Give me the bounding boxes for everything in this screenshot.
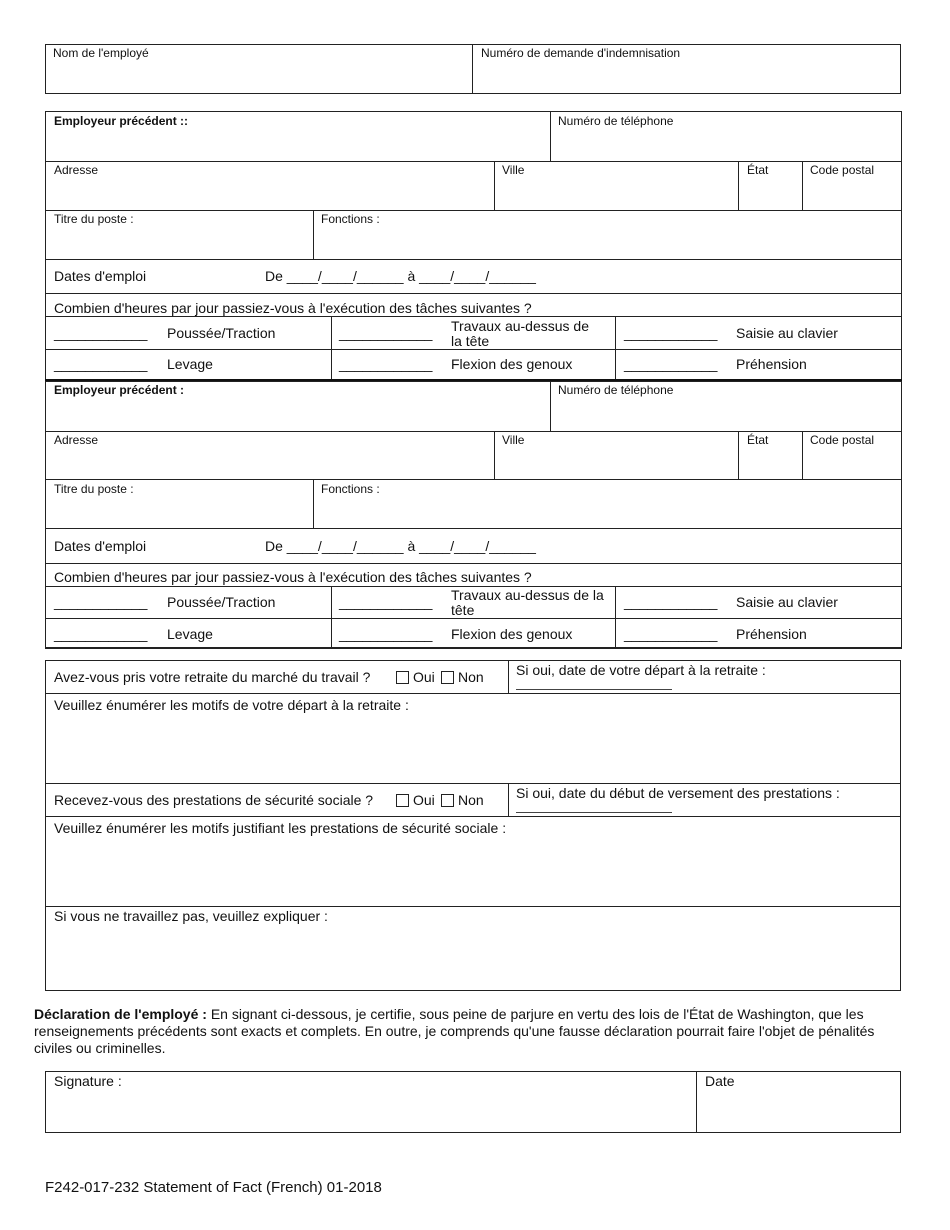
employer2-row-line xyxy=(45,431,902,432)
not-working-row-line xyxy=(45,906,901,907)
employer2-address-field[interactable] xyxy=(46,448,493,478)
employer1-duties-label: Fonctions : xyxy=(321,212,380,226)
employer2-job-title-field[interactable] xyxy=(46,497,312,527)
employer1-lifting-hours[interactable]: ____________ xyxy=(54,356,148,372)
social-security-yes-label: Oui xyxy=(413,792,435,808)
employer2-dates-field[interactable]: De ____/____/______ à ____/____/______ xyxy=(265,538,536,554)
employer1-kneeling-hours[interactable]: ____________ xyxy=(339,356,433,372)
social-security-date-field[interactable] xyxy=(516,801,672,813)
social-security-question-text: Recevez-vous des prestations de sécurité sociale ? xyxy=(54,792,374,808)
employer2-duties-label: Fonctions : xyxy=(321,482,380,496)
retirement-date-label: Si oui, date de votre départ à la retraite : xyxy=(516,662,766,678)
employer1-keyboard-hours[interactable]: ____________ xyxy=(624,325,718,341)
retirement-no-checkbox[interactable] xyxy=(441,671,454,684)
retirement-row-line xyxy=(45,693,901,694)
claim-number-field[interactable] xyxy=(473,62,900,93)
employer2-duties-field[interactable] xyxy=(314,497,901,527)
employer2-row-line xyxy=(45,563,902,564)
declaration-title: Déclaration de l'employé : xyxy=(34,1006,207,1022)
employer2-keyboard-label: Saisie au clavier xyxy=(736,594,838,610)
employer1-push-pull-label: Poussée/Traction xyxy=(167,325,276,341)
retirement-reasons-label: Veuillez énumérer les motifs de votre départ à la retraite : xyxy=(54,697,409,713)
retirement-no-option[interactable] xyxy=(441,669,484,685)
employer1-hours-question: Combien d'heures par jour passiez-vous à l'exécution des tâches suivantes ? xyxy=(54,300,532,316)
employer2-zip-label: Code postal xyxy=(810,433,875,447)
employer2-lifting-label: Levage xyxy=(167,626,213,642)
employer1-zip-field[interactable] xyxy=(803,178,901,209)
employer2-lifting-hours[interactable]: ____________ xyxy=(54,626,148,642)
retirement-reasons-field[interactable] xyxy=(46,714,900,782)
not-working-field[interactable] xyxy=(46,925,900,989)
employer1-duties-field[interactable] xyxy=(314,228,901,258)
social-security-row-line xyxy=(45,783,901,784)
employer2-push-pull-hours[interactable]: ____________ xyxy=(54,594,148,610)
employer2-push-pull-label: Poussée/Traction xyxy=(167,594,276,610)
employer1-overhead-hours[interactable]: ____________ xyxy=(339,325,433,341)
employer1-job-title-label: Titre du poste : xyxy=(54,212,134,226)
signature-label: Signature : xyxy=(54,1073,122,1089)
employer2-overhead-label-b: tête xyxy=(451,602,475,618)
employer1-push-pull-hours[interactable]: ____________ xyxy=(54,325,148,341)
retirement-yes-option[interactable] xyxy=(396,669,435,685)
employer1-dates-field[interactable]: De ____/____/______ à ____/____/______ xyxy=(265,268,536,284)
employer1-address-field[interactable] xyxy=(46,178,493,209)
employer1-state-field[interactable] xyxy=(739,178,801,209)
employer1-overhead-label-a: Travaux au-dessus de xyxy=(451,318,589,334)
employer2-phone-field[interactable] xyxy=(551,399,901,430)
social-security-no-checkbox[interactable] xyxy=(441,794,454,807)
retirement-yes-label: Oui xyxy=(413,669,435,685)
employer2-zip-field[interactable] xyxy=(803,448,901,478)
social-security-yes-checkbox[interactable] xyxy=(396,794,409,807)
employer1-row-line xyxy=(45,210,902,211)
employer2-city-field[interactable] xyxy=(495,448,737,478)
employer2-overhead-label-a: Travaux au-dessus de la xyxy=(451,587,604,603)
employer1-task-divider xyxy=(331,316,332,380)
employer1-grasping-label: Préhension xyxy=(736,356,807,372)
signature-field[interactable] xyxy=(46,1090,695,1132)
declaration-paragraph xyxy=(34,1006,904,1057)
employer1-city-field[interactable] xyxy=(495,178,737,209)
employer2-row-line xyxy=(45,479,902,480)
employer1-title: Employeur précédent :: xyxy=(54,114,189,128)
employer1-lifting-label: Levage xyxy=(167,356,213,372)
employer1-phone-label: Numéro de téléphone xyxy=(558,114,674,128)
employer2-state-label: État xyxy=(747,433,769,447)
social-security-yes-option[interactable] xyxy=(396,792,435,808)
employee-name-field[interactable] xyxy=(46,62,471,93)
employer1-overhead-label-b: la tête xyxy=(451,333,490,349)
employer2-dates-label: Dates d'emploi xyxy=(54,538,147,554)
social-security-no-label: Non xyxy=(458,792,484,808)
signature-date-label: Date xyxy=(705,1073,735,1089)
employer1-task-divider xyxy=(615,316,616,380)
retirement-date-divider xyxy=(508,660,509,693)
employer2-grasping-hours[interactable]: ____________ xyxy=(624,626,718,642)
employer2-title: Employeur précédent : xyxy=(54,383,185,397)
social-security-reasons-field[interactable] xyxy=(46,837,900,905)
retirement-no-label: Non xyxy=(458,669,484,685)
signature-date-field[interactable] xyxy=(697,1090,900,1132)
employer2-keyboard-hours[interactable]: ____________ xyxy=(624,594,718,610)
form-footer: F242-017-232 Statement of Fact (French) 01-2018 xyxy=(45,1179,382,1196)
employer1-row-line xyxy=(45,161,902,162)
employee-name-label: Nom de l'employé xyxy=(53,46,149,60)
employer2-state-field[interactable] xyxy=(739,448,801,478)
employer2-kneeling-hours[interactable]: ____________ xyxy=(339,626,433,642)
employer2-job-title-label: Titre du poste : xyxy=(54,482,134,496)
social-security-question xyxy=(54,792,373,808)
employer2-name-field[interactable] xyxy=(46,399,549,430)
employer1-state-label: État xyxy=(747,163,769,177)
social-security-row-line xyxy=(45,816,901,817)
employer2-address-label: Adresse xyxy=(54,433,99,447)
employer1-phone-field[interactable] xyxy=(551,130,901,160)
employer1-zip-label: Code postal xyxy=(810,163,875,177)
retirement-date-field[interactable] xyxy=(516,678,672,690)
social-security-date-label: Si oui, date du début de versement des prestations : xyxy=(516,785,840,801)
employer1-address-label: Adresse xyxy=(54,163,99,177)
employer1-name-field[interactable] xyxy=(46,130,549,160)
employer2-kneeling-label: Flexion des genoux xyxy=(451,626,573,642)
social-security-date-divider xyxy=(508,783,509,816)
employer1-row-line xyxy=(45,316,902,317)
employer1-dates-label: Dates d'emploi xyxy=(54,268,147,284)
retirement-yes-checkbox[interactable] xyxy=(396,671,409,684)
employer1-keyboard-label: Saisie au clavier xyxy=(736,325,838,341)
employer1-city-label: Ville xyxy=(502,163,525,177)
retirement-question-text: Avez-vous pris votre retraite du marché du travail ? xyxy=(54,669,371,685)
employer1-job-title-field[interactable] xyxy=(46,228,312,258)
employer1-grasping-hours[interactable]: ____________ xyxy=(624,356,718,372)
employer2-city-label: Ville xyxy=(502,433,525,447)
employer1-row-line xyxy=(45,259,902,260)
employer2-phone-label: Numéro de téléphone xyxy=(558,383,674,397)
claim-number-label: Numéro de demande d'indemnisation xyxy=(481,46,681,60)
social-security-reasons-label: Veuillez énumérer les motifs justifiant les prestations de sécurité sociale : xyxy=(54,820,507,836)
employer1-row-line xyxy=(45,349,902,350)
not-working-label: Si vous ne travaillez pas, veuillez expliquer : xyxy=(54,908,328,924)
employer1-row-line xyxy=(45,293,902,294)
retirement-question xyxy=(54,669,370,685)
employer1-kneeling-label: Flexion des genoux xyxy=(451,356,573,372)
employer2-hours-question: Combien d'heures par jour passiez-vous à l'exécution des tâches suivantes ? xyxy=(54,569,532,585)
social-security-no-option[interactable] xyxy=(441,792,484,808)
employer2-row-line xyxy=(45,528,902,529)
declaration-text: En signant ci-dessous, je certifie, sous peine de parjure en vertu des lois de l'État de Washington, que les renseignements précédents sont exacts et complets. En outre, je comprends qu'une fausse déclaration pourrait faire l'objet de pénalités civiles ou criminelles. xyxy=(34,1006,875,1056)
employer2-overhead-hours[interactable]: ____________ xyxy=(339,594,433,610)
employer2-grasping-label: Préhension xyxy=(736,626,807,642)
employer2-row-line xyxy=(45,618,902,619)
